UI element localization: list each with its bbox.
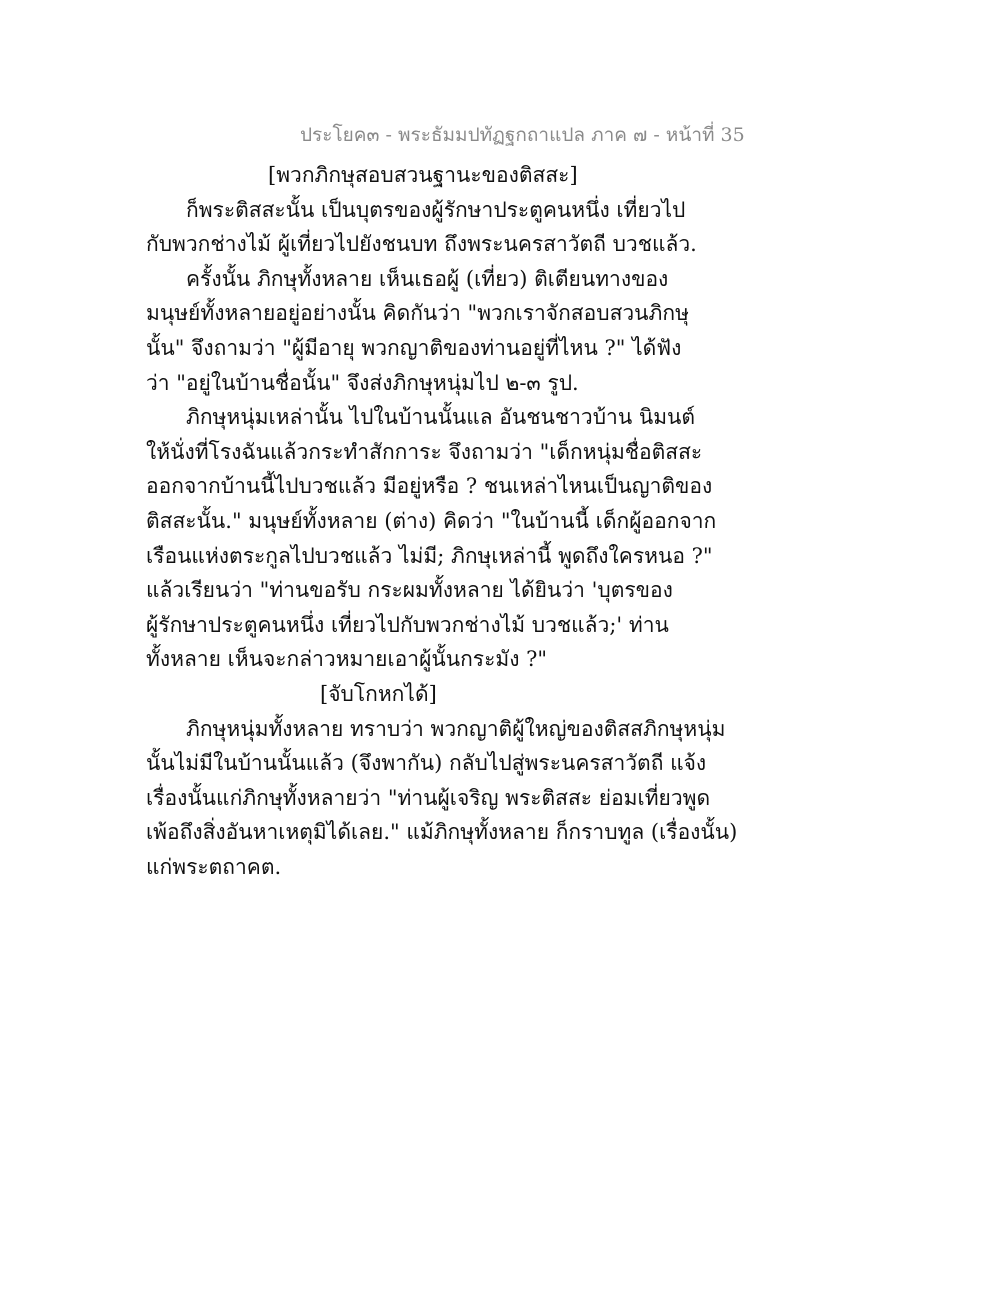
paragraph-line: แล้วเรียนว่า "ท่านขอรับ กระผมทั้งหลาย ได้ยินว่า 'บุตรของ [146, 578, 673, 603]
paragraph-line: ครั้งนั้น ภิกษุทั้งหลาย เห็นเธอผู้ (เที่ยว) ติเตียนทางของ [186, 266, 669, 291]
paragraph-line: ผู้รักษาประตูคนหนึ่ง เที่ยวไปกับพวกช่างไม้ บวชแล้ว;' ท่าน [146, 612, 669, 637]
paragraph-line: ติสสะนั้น." มนุษย์ทั้งหลาย (ต่าง) คิดว่า "ในบ้านนี้ เด็กผู้ออกจาก [146, 508, 717, 533]
paragraph-line: ออกจากบ้านนี้ไปบวชแล้ว มีอยู่หรือ ? ชนเหล่าไหนเป็นญาติของ [146, 474, 713, 499]
paragraph-line: ภิกษุหนุ่มเหล่านั้น ไปในบ้านนั้นแล อันชนชาวบ้าน นิมนต์ [186, 405, 696, 430]
paragraph-line: เพ้อถึงสิ่งอันหาเหตุมิได้เลย." แม้ภิกษุทั้งหลาย ก็กราบทูล (เรื่องนั้น) [146, 820, 738, 845]
paragraph-line: เรื่องนั้นแก่ภิกษุทั้งหลายว่า "ท่านผู้เจริญ พระติสสะ ย่อมเที่ยวพูด [146, 785, 711, 810]
paragraph-line: นั้น" จึงถามว่า "ผู้มีอายุ พวกญาติของท่านอยู่ที่ไหน ?" ได้ฟัง [146, 335, 682, 360]
paragraph-line: ก็พระติสสะนั้น เป็นบุตรของผู้รักษาประตูคนหนึ่ง เที่ยวไป [186, 197, 686, 222]
section-heading: [จับโกหกได้] [320, 681, 437, 706]
paragraph-line: ว่า "อยู่ในบ้านชื่อนั้น" จึงส่งภิกษุหนุ่มไป ๒-๓ รูป. [146, 370, 579, 395]
paragraph-line: เรือนแห่งตระกูลไปบวชแล้ว ไม่มี; ภิกษุเหล่านี้ พูดถึงใครหนอ ?" [146, 543, 713, 568]
paragraph-line: มนุษย์ทั้งหลายอยู่อย่างนั้น คิดกันว่า "พวกเราจักสอบสวนภิกษุ [146, 301, 689, 326]
running-header: ประโยค๓ - พระธัมมปทัฏฐกถาแปล ภาค ๗ - หน้าที่ 35 [300, 124, 745, 146]
paragraph-line: แก่พระตถาคต. [146, 854, 282, 879]
page-body [146, 158, 738, 884]
paragraph-line: ทั้งหลาย เห็นจะกล่าวหมายเอาผู้นั้นกระมัง ?" [146, 647, 548, 672]
paragraph-line: ภิกษุหนุ่มทั้งหลาย ทราบว่า พวกญาติผู้ใหญ่ของติสสภิกษุหนุ่ม [186, 716, 726, 741]
paragraph-line: นั้นไม่มีในบ้านนั้นแล้ว (จึงพากัน) กลับไปสู่พระนครสาวัตถี แจ้ง [146, 751, 707, 776]
paragraph-line: ให้นั่งที่โรงฉันแล้วกระทำสักการะ จึงถามว่า "เด็กหนุ่มชื่อติสสะ [146, 439, 703, 464]
section-heading: [พวกภิกษุสอบสวนฐานะของติสสะ] [268, 163, 578, 187]
paragraph-line: กับพวกช่างไม้ ผู้เที่ยวไปยังชนบท ถึงพระนครสาวัตถี บวชแล้ว. [146, 232, 697, 257]
